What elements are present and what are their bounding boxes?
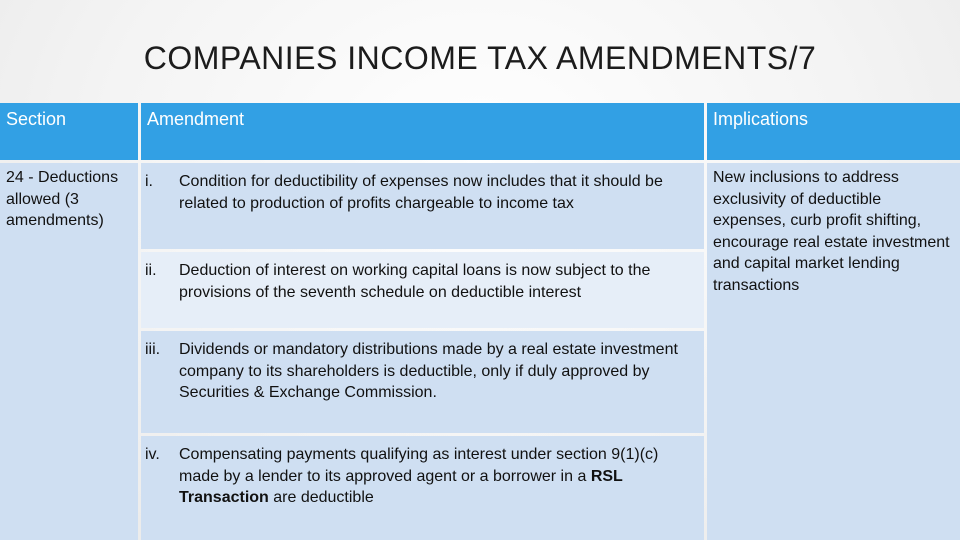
- amendment-number: ii.: [145, 262, 157, 279]
- amendments-table: [0, 103, 960, 540]
- amendment-row: [141, 163, 704, 249]
- amendment-text: Deduction of interest on working capital loans is now subject to the provisions of the seventh schedule on deductible interest: [179, 262, 651, 301]
- header-amendment: Amendment: [141, 103, 704, 160]
- amendment-text-before: Compensating payments qualifying as interest under section 9(1)(c) made by a lender to its approved agent or a borrower in a: [179, 446, 659, 485]
- amendment-text: Dividends or mandatory distributions made by a real estate investment company to its shareholders is deductible, only if duly approved by Securities & Exchange Commission.: [179, 341, 678, 401]
- amendment-number: iv.: [145, 446, 160, 463]
- amendment-row: [141, 252, 704, 328]
- header-implications: Implications: [707, 103, 960, 160]
- amendment-text-after: are deductible: [273, 489, 374, 506]
- amendment-number: iii.: [145, 341, 161, 358]
- implications-cell: New inclusions to address exclusivity of deductible expenses, curb profit shifting, encourage real estate investment and capital market lending transactions: [707, 163, 960, 540]
- amendment-text: [179, 444, 699, 509]
- rsl-transaction-term: RSL Transaction: [179, 467, 623, 506]
- amendment-text: Condition for deductibility of expenses now includes that it should be related to production of profits chargeable to income tax: [179, 173, 663, 212]
- section-cell: 24 - Deductions allowed (3 amendments): [0, 163, 138, 540]
- amendment-number: i.: [145, 173, 153, 190]
- amendment-row: [141, 331, 704, 433]
- slide-title: COMPANIES INCOME TAX AMENDMENTS/7: [143, 40, 817, 76]
- header-section: Section: [0, 103, 138, 160]
- amendment-row: [141, 436, 704, 540]
